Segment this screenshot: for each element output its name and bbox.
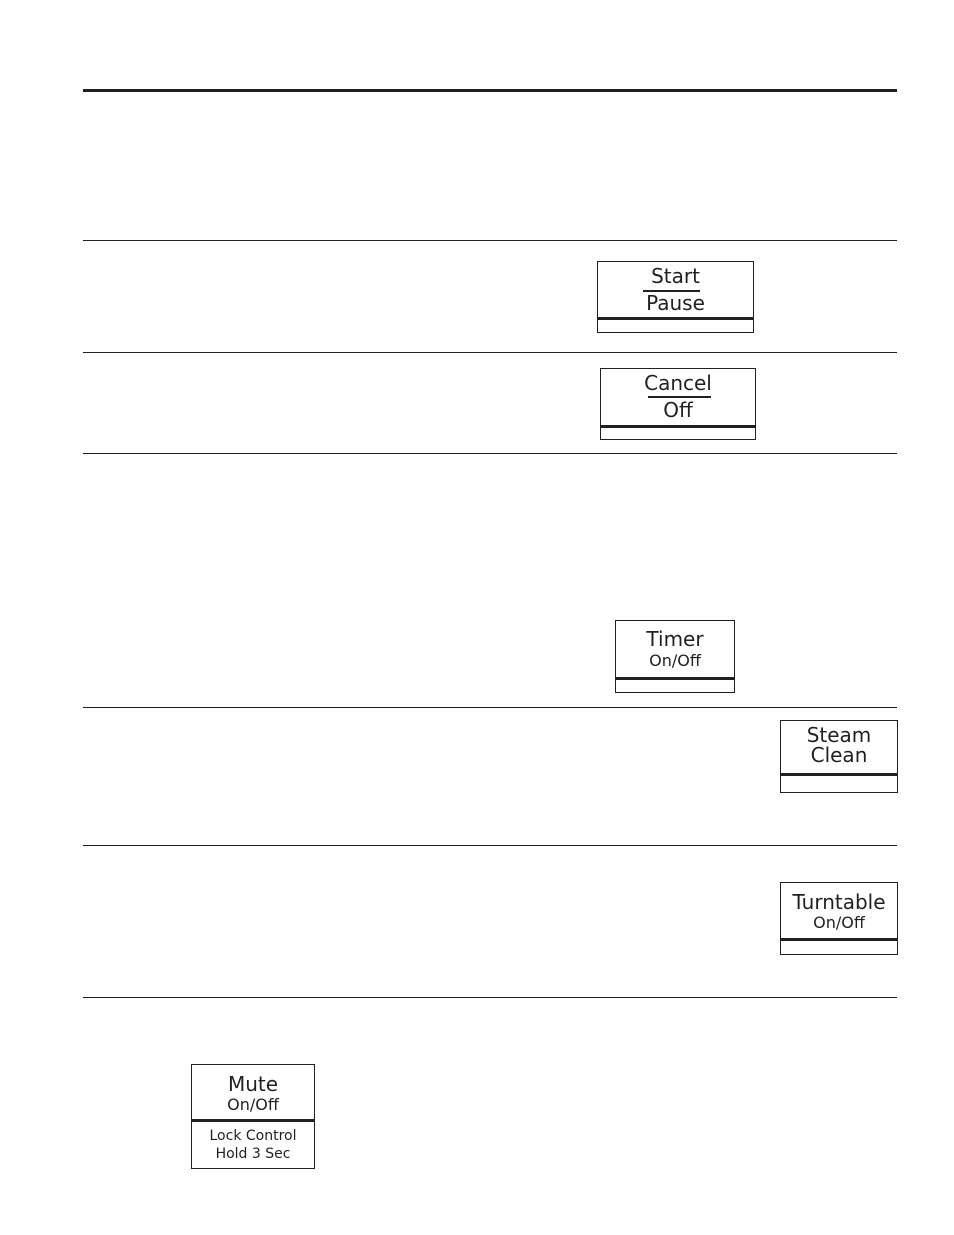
section-divider — [83, 997, 897, 998]
key-indicator-bar — [781, 938, 897, 941]
hold-3-sec-label: Hold 3 Sec — [215, 1146, 291, 1162]
cancel-off-key[interactable] — [600, 368, 756, 440]
mute-label: Mute — [227, 1072, 279, 1096]
start-pause-key[interactable] — [597, 261, 754, 333]
section-divider — [83, 453, 897, 454]
section-divider — [83, 845, 897, 846]
turntable-label: Turntable — [792, 890, 886, 914]
steam-clean-key[interactable] — [780, 720, 898, 793]
pause-label: Pause — [646, 291, 705, 315]
lock-control-label: Lock Control — [209, 1128, 297, 1144]
mute-lock-key[interactable] — [191, 1064, 315, 1169]
top-rule — [83, 89, 897, 92]
off-label: Off — [663, 398, 693, 422]
key-indicator-bar — [781, 773, 897, 776]
timer-label: Timer — [646, 627, 704, 651]
section-divider — [83, 707, 897, 708]
start-label: Start — [651, 264, 700, 288]
timer-sub-label: On/Off — [649, 651, 701, 670]
cancel-label: Cancel — [644, 371, 712, 395]
key-indicator-bar — [192, 1119, 314, 1122]
steam-label: Steam — [806, 723, 872, 747]
key-indicator-bar — [616, 677, 734, 680]
mute-sub-label: On/Off — [227, 1095, 279, 1114]
key-indicator-bar — [601, 425, 755, 428]
clean-label: Clean — [810, 743, 868, 767]
section-divider — [83, 352, 897, 353]
turntable-key[interactable] — [780, 882, 898, 955]
section-divider — [83, 240, 897, 241]
turntable-sub-label: On/Off — [813, 913, 865, 932]
key-indicator-bar — [598, 317, 753, 320]
timer-key[interactable] — [615, 620, 735, 693]
